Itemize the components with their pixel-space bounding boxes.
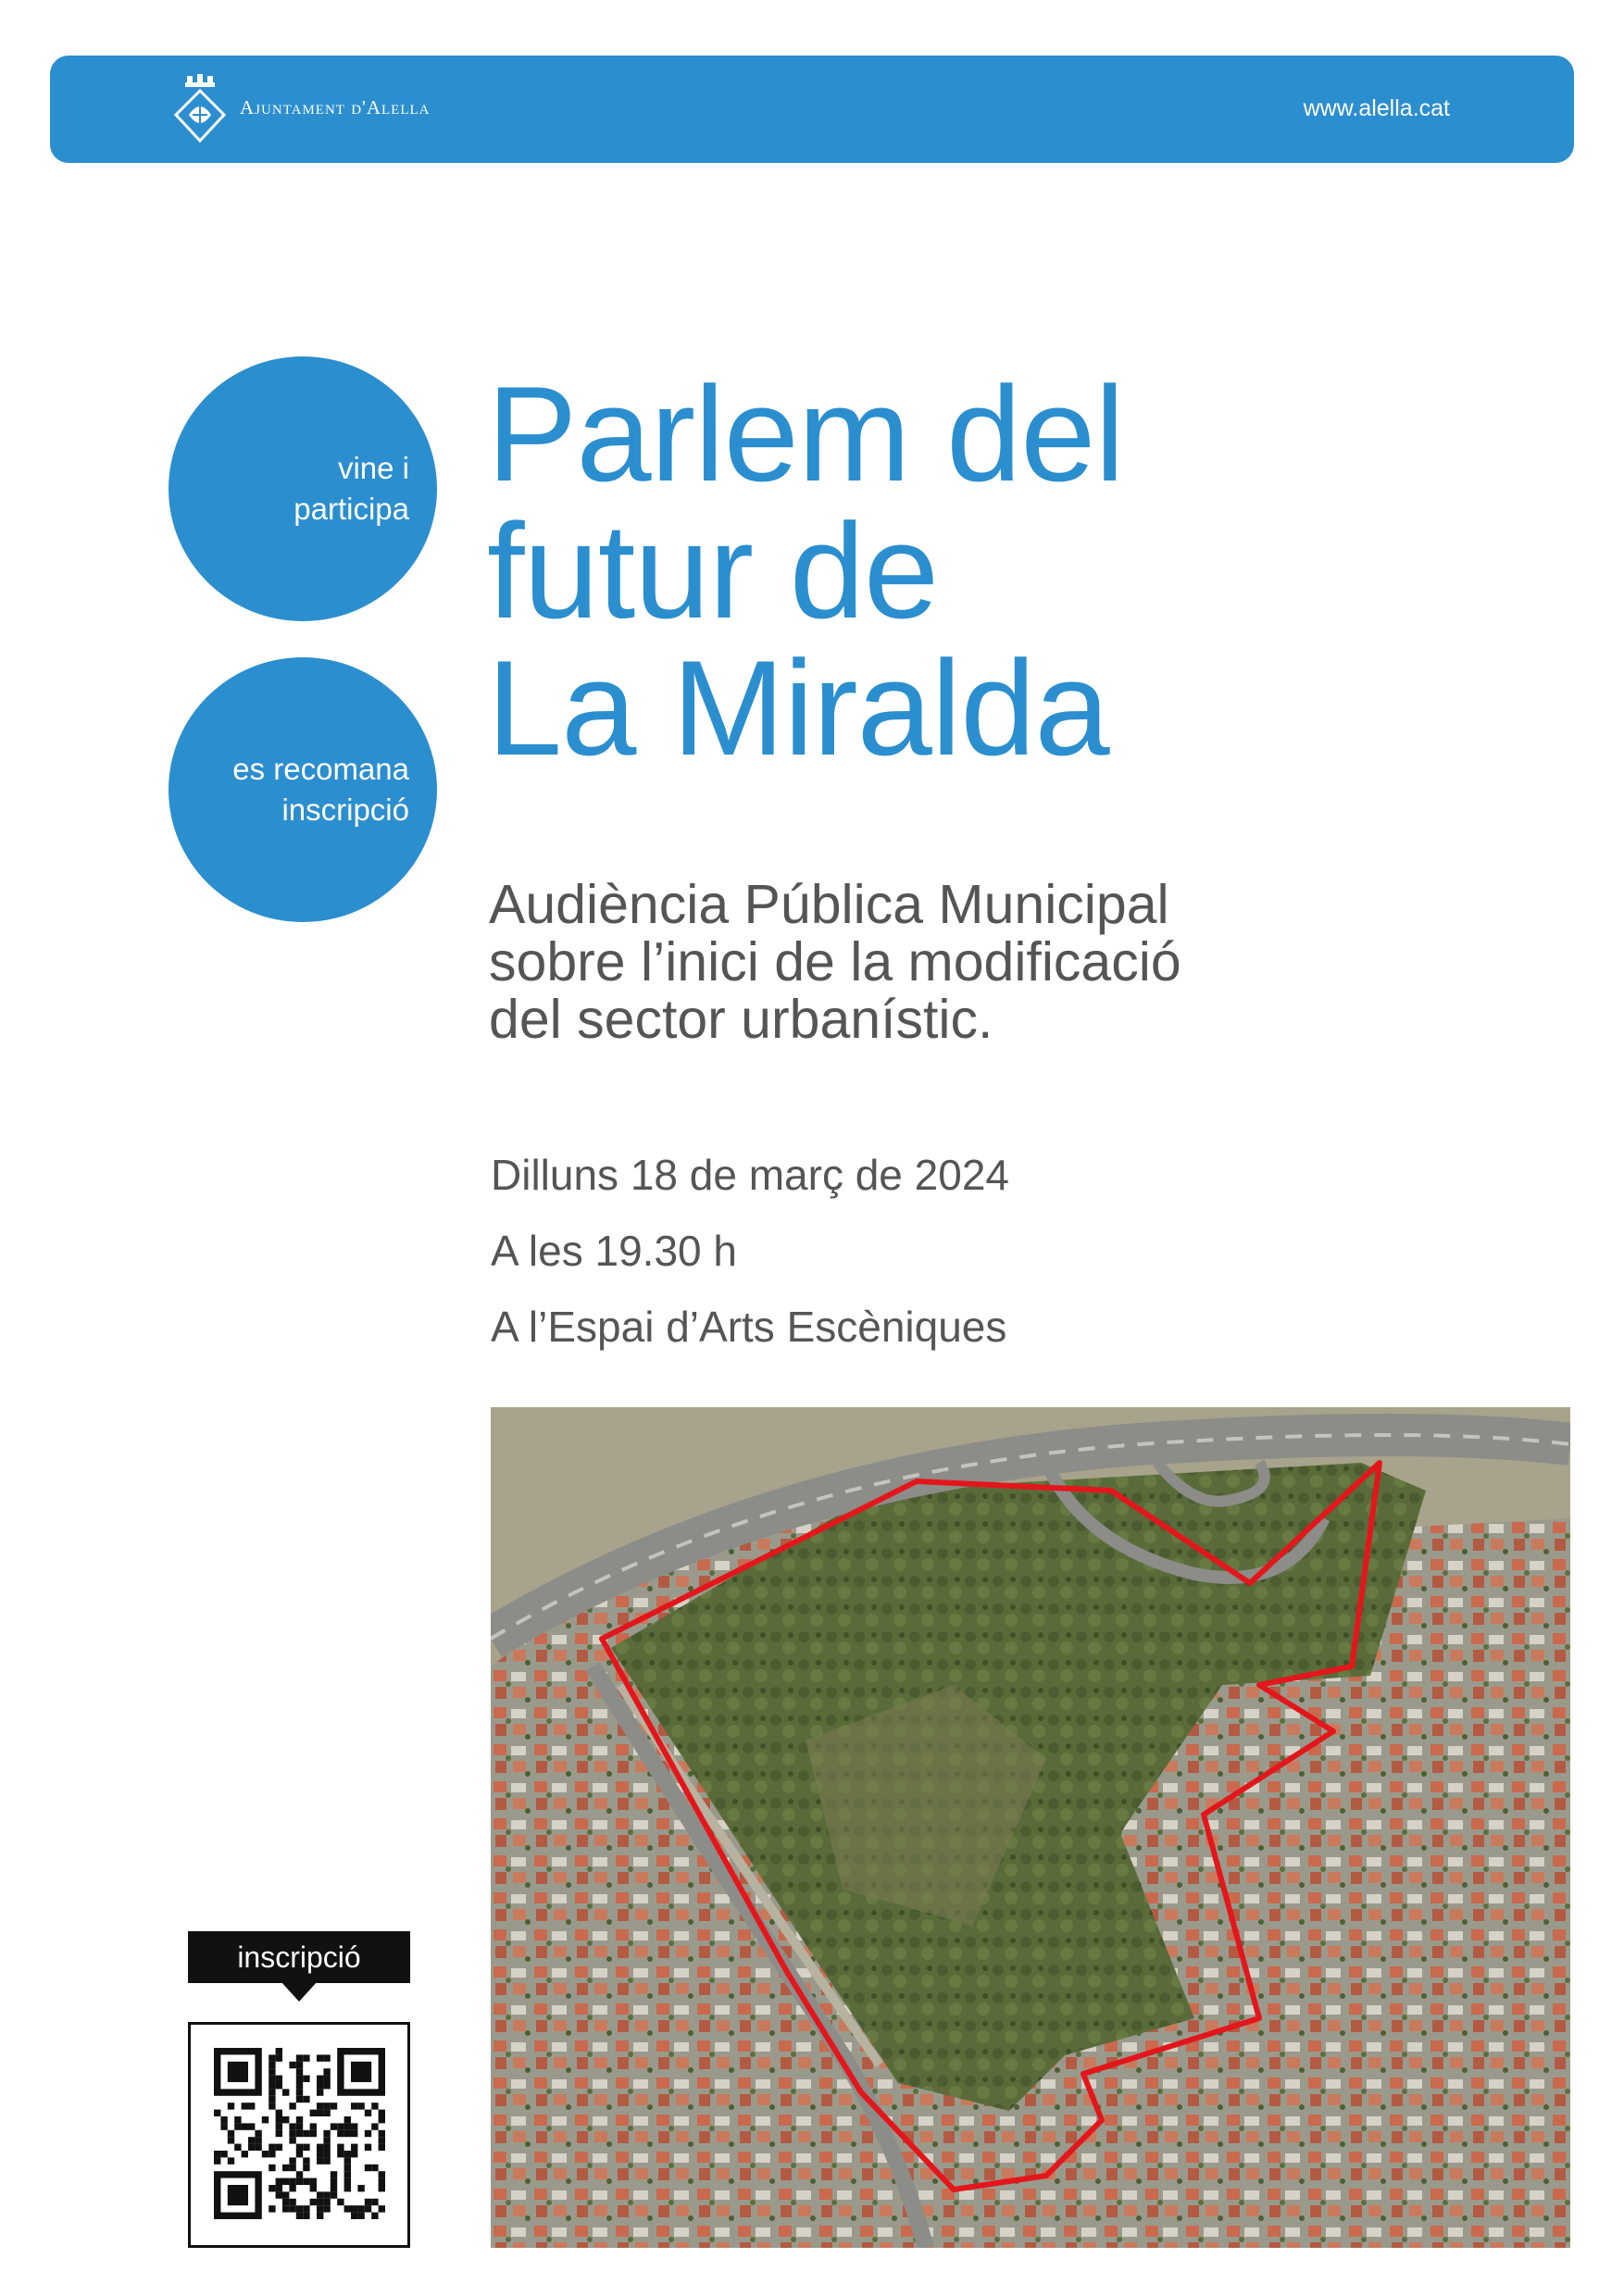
header-bar [50, 56, 1574, 163]
event-place: A l’Espai d’Arts Escèniques [491, 1303, 1007, 1351]
registration-recommended-badge [169, 657, 437, 922]
event-time: A les 19.30 h [491, 1227, 737, 1275]
event-details [491, 1137, 1009, 1365]
badge-line: es recomana [232, 752, 409, 786]
event-date: Dilluns 18 de març de 2024 [491, 1151, 1009, 1199]
website-link[interactable]: www.alella.cat [1303, 95, 1450, 121]
title-line: Parlem del [487, 358, 1124, 509]
subtitle-line: Audiència Pública Municipal [489, 874, 1169, 935]
aerial-map-illustration [491, 1407, 1570, 2248]
badge-line: vine i [337, 451, 409, 485]
page-title [487, 358, 1552, 783]
coat-of-arms-icon [170, 74, 230, 144]
participate-badge [169, 356, 437, 621]
registration-label: inscripció [188, 1931, 410, 1983]
badge-line: participa [294, 492, 409, 526]
pointer-arrow-icon [281, 1981, 318, 2002]
organization-name: Ajuntament d'Alella [240, 96, 431, 119]
title-line: futur de [487, 495, 939, 646]
registration-qr-code[interactable] [188, 2022, 410, 2248]
subtitle-line: sobre l’inici de la modificació [489, 931, 1181, 992]
subtitle-line: del sector urbanístic. [489, 989, 993, 1050]
page-subtitle [489, 876, 1554, 1048]
qr-code-icon [214, 2048, 386, 2224]
title-line: La Miralda [487, 632, 1109, 783]
badge-line: inscripció [281, 792, 409, 827]
aerial-map-image [491, 1407, 1570, 2248]
